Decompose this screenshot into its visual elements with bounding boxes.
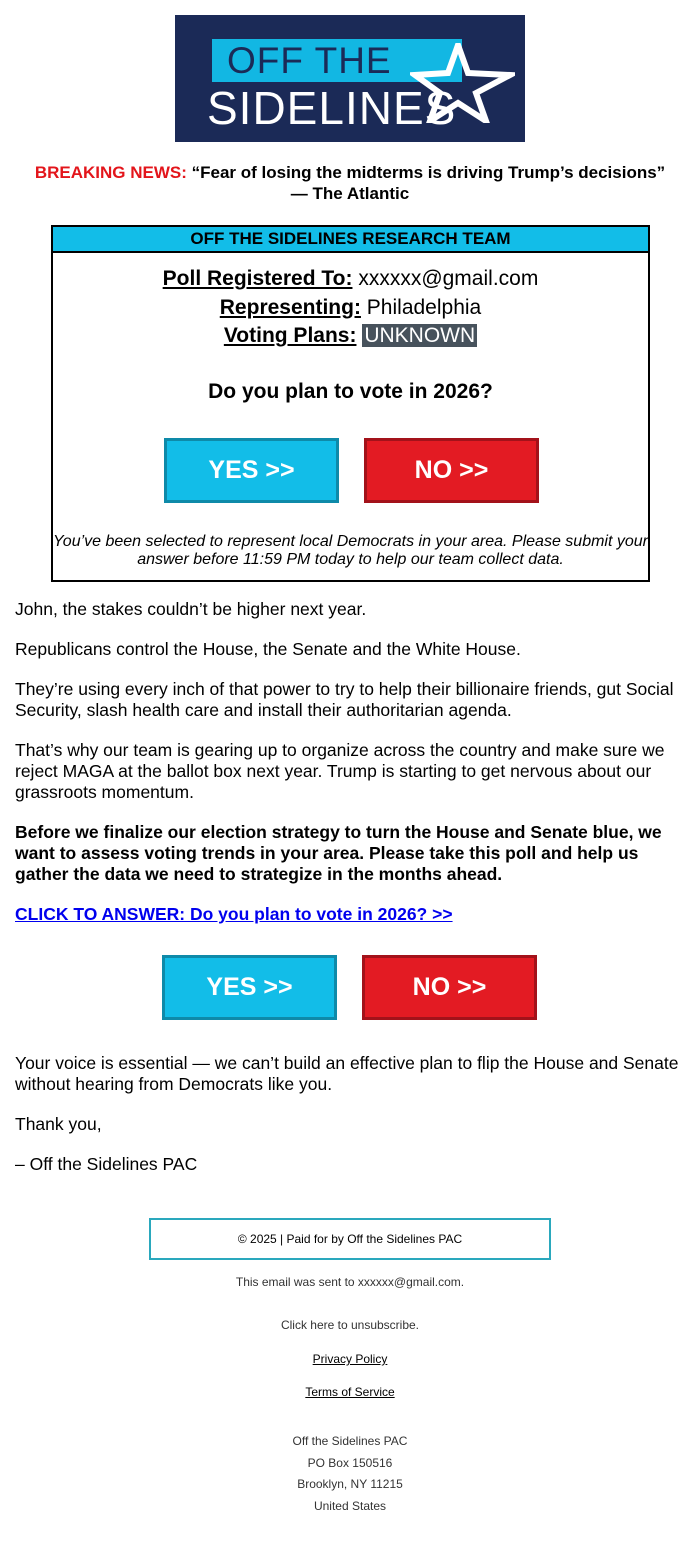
voting-value: UNKNOWN: [364, 324, 476, 347]
logo: [175, 15, 525, 142]
paragraph: John, the stakes couldn’t be higher next year.: [15, 599, 367, 619]
paid-for-box: © 2025 | Paid for by Off the Sidelines PAC: [149, 1218, 551, 1260]
registered-label: Poll Registered To:: [162, 267, 353, 290]
poll-header: OFF THE SIDELINES RESEARCH TEAM: [53, 227, 648, 253]
sent-to: This email was sent to xxxxxx@gmail.com.: [235, 1275, 465, 1289]
paragraph: That’s why our team is gearing up to organize across the country and make sure we reject MAGA at the ballot box next year. Trump is starting to get nervous about our grassroots momentum.: [15, 740, 665, 802]
logo-line1: OFF THE: [227, 40, 392, 81]
paragraph: Republicans control the House, the Senate and the White House.: [15, 639, 521, 659]
no-button[interactable]: NO >>: [364, 438, 539, 503]
address-line: Off the Sidelines PAC: [292, 1434, 408, 1448]
paragraph: Your voice is essential — we can’t build an effective plan to flip the House and Senate without hearing from Democrats like you.: [15, 1053, 679, 1094]
paragraph: Thank you,: [15, 1114, 102, 1134]
breaking-quote: “Fear of losing the midterms is driving Trump’s decisions”: [191, 163, 666, 182]
voting-label: Voting Plans:: [223, 324, 357, 347]
breaking-source: — The Atlantic: [290, 184, 410, 203]
address-line: PO Box 150516: [307, 1455, 393, 1470]
email-body: [15, 599, 685, 1194]
representing-value: Philadelphia: [366, 295, 482, 319]
representing-label: Representing:: [219, 295, 361, 319]
poll-note: You’ve been selected to represent local Democrats in your area. Please submit your answer before 11:59 PM today to help our team collect data.: [53, 533, 648, 568]
breaking-news: [0, 162, 700, 204]
signature: – Off the Sidelines PAC: [15, 1154, 198, 1174]
address-line: United States: [313, 1498, 387, 1513]
yes-button[interactable]: YES >>: [164, 438, 339, 503]
unsubscribe-link[interactable]: Click here to unsubscribe.: [280, 1318, 420, 1332]
yes-button-2[interactable]: YES >>: [162, 955, 337, 1020]
privacy-link[interactable]: Privacy Policy: [312, 1352, 388, 1366]
star-icon: [410, 43, 515, 123]
breaking-label: BREAKING NEWS:: [34, 163, 187, 182]
poll-question: Do you plan to vote in 2026?: [208, 379, 493, 403]
logo-line2: SIDELINES: [207, 82, 457, 134]
paragraph-bold: Before we finalize our election strategy to turn the House and Senate blue, we want to assess voting trends in your area. Please take this poll and help us gather the data we need to strategize in the months ahead.: [15, 822, 662, 884]
poll-box: [51, 225, 650, 582]
address: [0, 1431, 700, 1517]
no-button-2[interactable]: NO >>: [362, 955, 537, 1020]
answer-link[interactable]: CLICK TO ANSWER: Do you plan to vote in 2026? >>: [15, 904, 453, 924]
address-line: Brooklyn, NY 11215: [297, 1477, 403, 1491]
terms-link[interactable]: Terms of Service: [305, 1385, 395, 1399]
paragraph: They’re using every inch of that power to try to help their billionaire friends, gut Social Security, slash health care and install their authoritarian agenda.: [15, 679, 674, 720]
registered-value: xxxxxx@gmail.com: [358, 267, 539, 290]
